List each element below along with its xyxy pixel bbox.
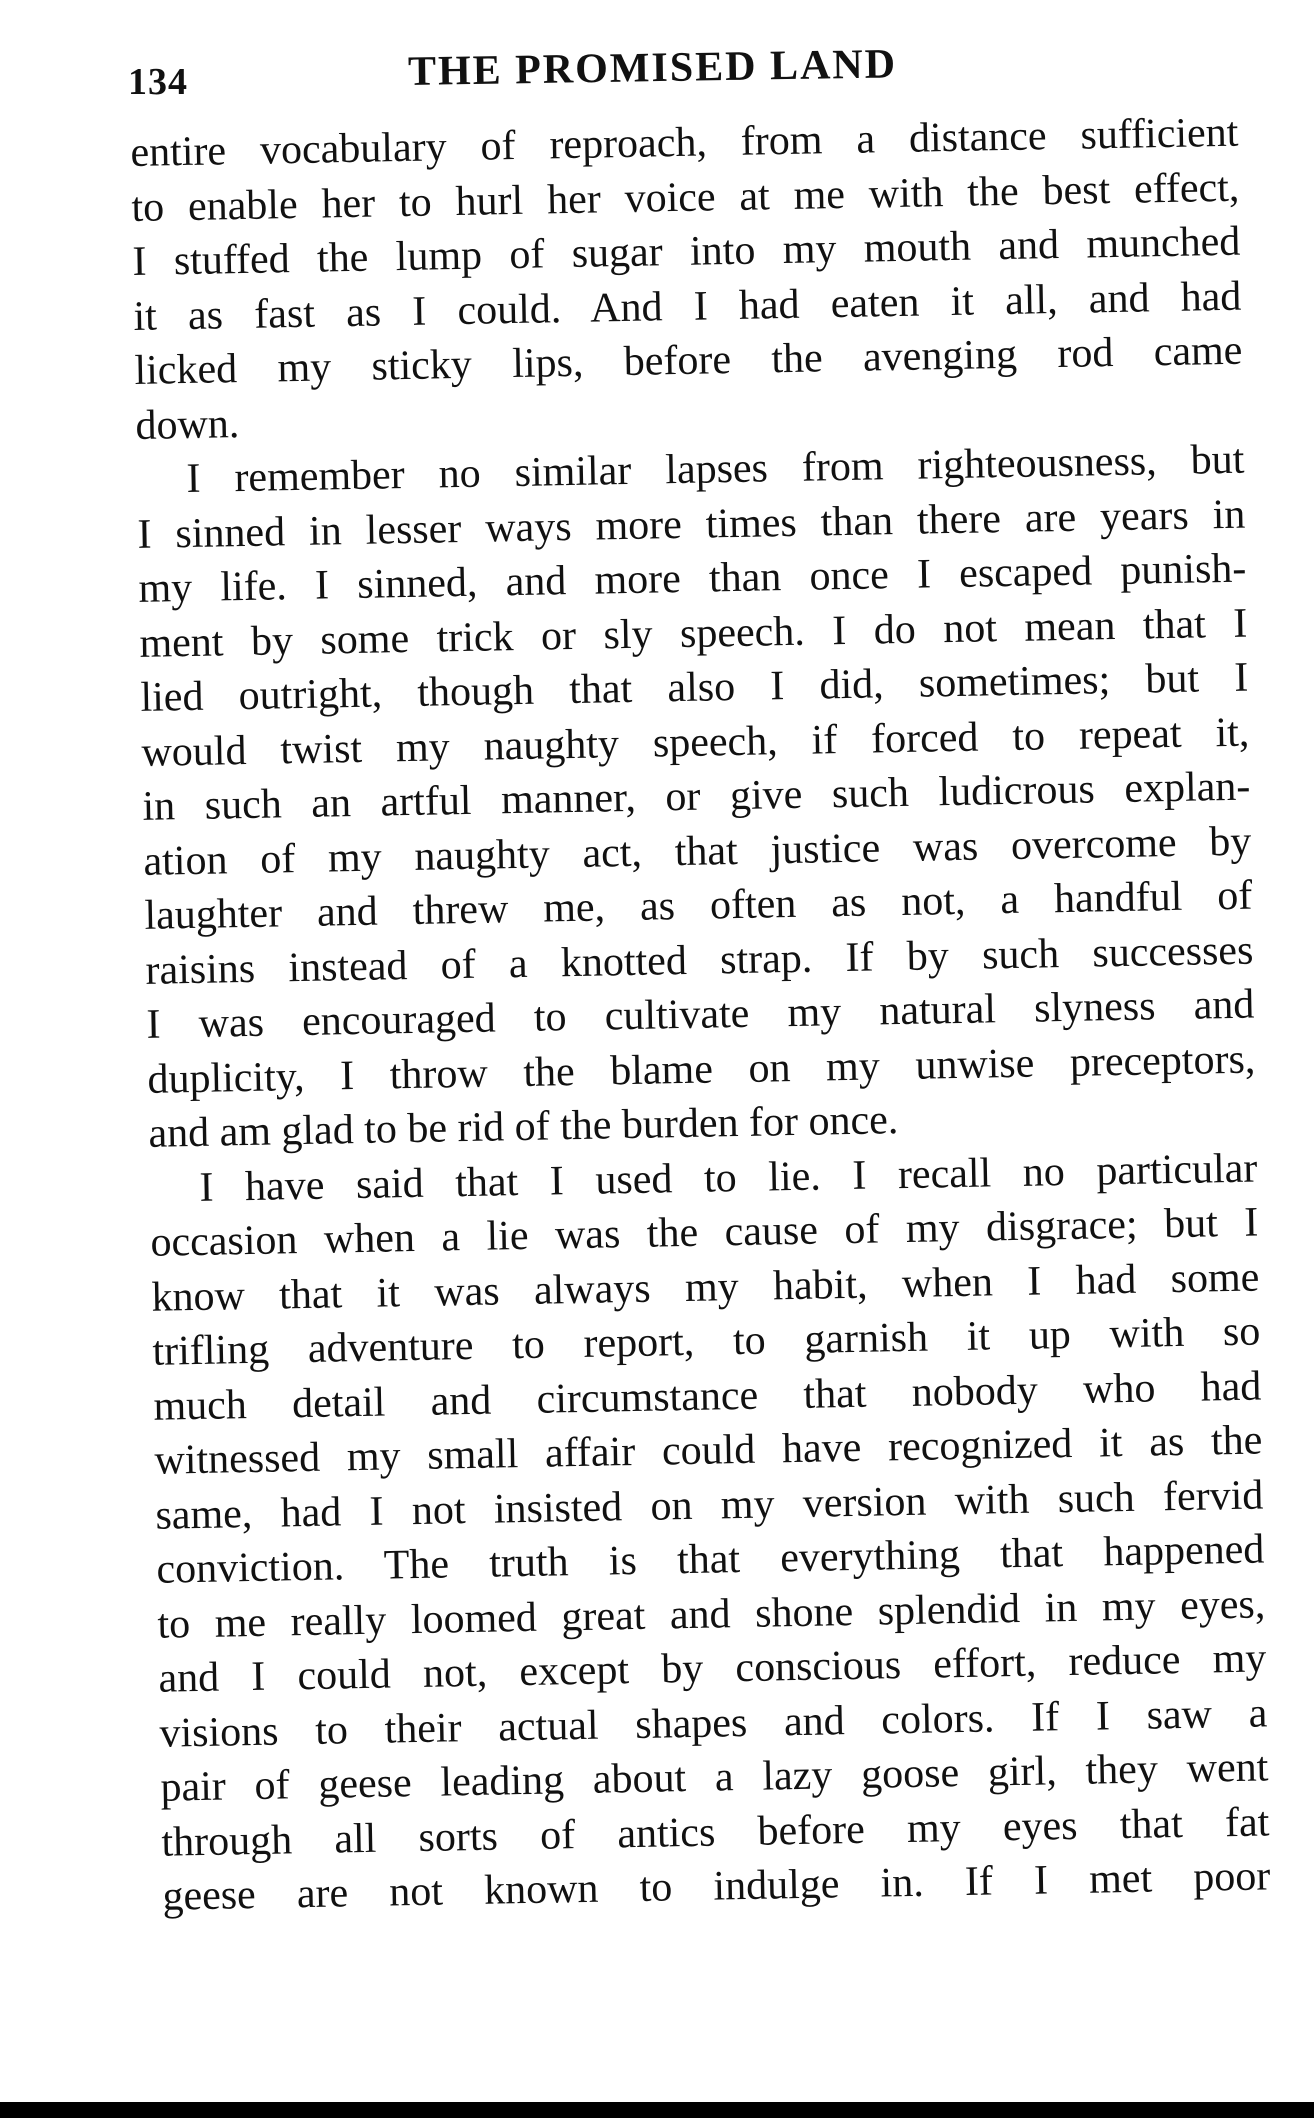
running-head: THE PROMISED LAND xyxy=(407,41,898,95)
text-line: and am glad to be rid of the burden for once. xyxy=(148,1097,899,1157)
text-line: I was encouraged to cultivate my natural slyness and xyxy=(146,981,1255,1048)
text-line: lied outright, though that also I did, sometimes; but I xyxy=(140,654,1249,721)
text-line: conviction. The truth is that everything that happened xyxy=(156,1526,1265,1593)
text-line: entire vocabulary of reproach, from a distance sufficient xyxy=(130,109,1239,176)
text-line: to me really loomed great and shone splendid in my eyes, xyxy=(157,1580,1266,1648)
text-line: know that it was always my habit, when I had some xyxy=(151,1254,1260,1321)
text-line: raisins instead of a knotted strap. If by such successes xyxy=(145,927,1254,994)
text-line: would twist my naughty speech, if forced to repeat it, xyxy=(141,709,1250,776)
text-line: licked my sticky lips, before the avenging rod came xyxy=(134,327,1243,394)
text-line: it as fast as I could. And I had eaten it all, and had xyxy=(133,273,1242,340)
text-line: in such an artful manner, or give such ludicrous explan- xyxy=(142,763,1251,830)
text-line: I stuffed the lump of sugar into my mouth and munched xyxy=(132,218,1241,285)
text-line: laughter and threw me, as often as not, a handful of xyxy=(144,872,1253,939)
body-text xyxy=(130,106,1271,1925)
text-line: pair of geese leading about a lazy goose girl, they went xyxy=(160,1744,1269,1811)
text-line: geese are not known to indulge in. If I met poor xyxy=(162,1853,1271,1920)
text-line: I sinned in lesser ways more times than there are years in xyxy=(137,491,1246,558)
text-line: visions to their actual shapes and colors. If I saw a xyxy=(159,1689,1268,1757)
text-line: same, had I not insisted on my version with such fervid xyxy=(155,1471,1264,1539)
text-line: down. xyxy=(135,400,240,449)
text-line: my life. I sinned, and more than once I escaped punish- xyxy=(138,545,1247,612)
paragraph-first-line: I have said that I used to lie. I recall no particular xyxy=(199,1145,1258,1211)
text-line: to enable her to hurl her voice at me with the best effect, xyxy=(131,164,1240,231)
text-line: trifling adventure to report, to garnish it up with so xyxy=(152,1308,1261,1375)
paragraph-first-line: I remember no similar lapses from righteousness, but xyxy=(186,436,1245,503)
text-line: and I could not, except by conscious effort, reduce my xyxy=(158,1635,1267,1702)
scan-edge-border xyxy=(0,2102,1314,2118)
text-line: witnessed my small affair could have recognized it as the xyxy=(154,1417,1263,1484)
text-line: occasion when a lie was the cause of my disgrace; but I xyxy=(150,1199,1259,1266)
page-number: 134 xyxy=(128,61,188,103)
text-line: ment by some trick or sly speech. I do not mean that I xyxy=(139,600,1248,667)
page-header xyxy=(128,42,1248,102)
text-line: ation of my naughty act, that justice was overcome by xyxy=(143,818,1252,885)
text-line: duplicity, I throw the blame on my unwise preceptors, xyxy=(147,1036,1256,1103)
text-line: much detail and circumstance that nobody who had xyxy=(153,1362,1262,1430)
text-line: through all sorts of antics before my eyes that fat xyxy=(161,1798,1270,1866)
